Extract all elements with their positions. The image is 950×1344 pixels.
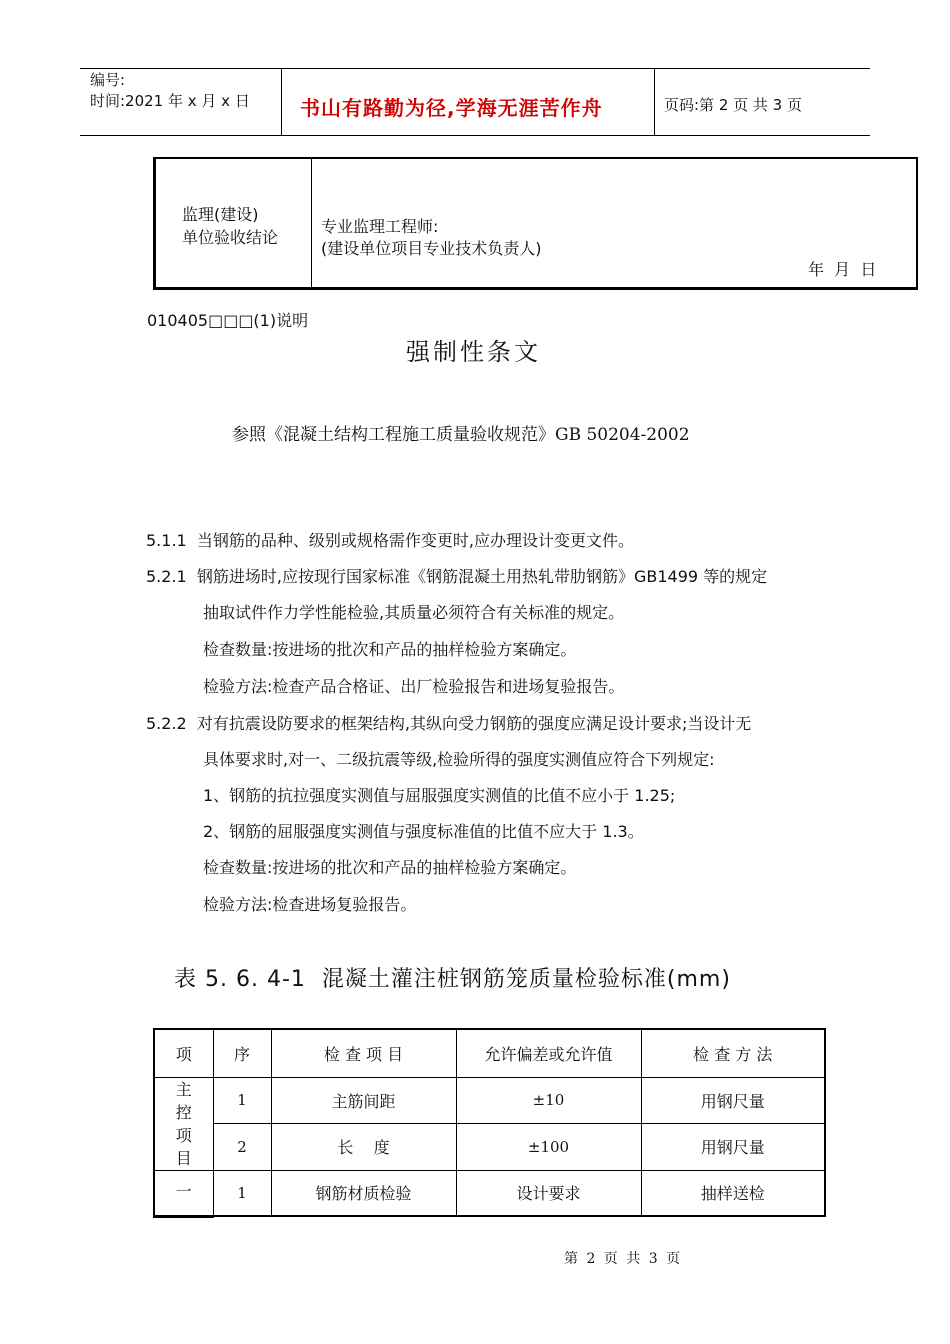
clause-5-2-2-item1: 1、钢筋的抗拉强度实测值与屈服强度实测值的比值不应小于 1.25; xyxy=(203,786,676,805)
document-date: 时间:2021 年 x 月 x 日 xyxy=(90,92,250,110)
acceptance-date-label: 年 月 日 xyxy=(808,260,877,279)
note-code: 010405□□□(1)说明 xyxy=(147,311,309,330)
reference-standard: 参照《混凝土结构工程施工质量验收规范》GB 50204-2002 xyxy=(232,425,690,445)
clause-5-2-1-check-method: 检验方法:检查产品合格证、出厂检验报告和进场复验报告。 xyxy=(203,677,625,696)
main-group-char: 控 xyxy=(175,1102,192,1122)
header-cell-check-item: 检 查 项 目 xyxy=(271,1029,456,1077)
clause-5-2-2-line2: 具体要求时,对一、二级抗震等级,检验所得的强度实测值应符合下列规定: xyxy=(203,750,715,769)
clause-5-2-2-check-method: 检验方法:检查进场复验报告。 xyxy=(203,895,417,914)
acceptance-unit-label-line1: 监理(建设) xyxy=(182,205,259,224)
main-group-char: 目 xyxy=(175,1148,192,1168)
header-cell-item-group: 项 xyxy=(154,1029,213,1077)
header-divider-left xyxy=(281,68,282,136)
header-cell-seq: 序 xyxy=(213,1029,271,1077)
engineer-signature-label: 专业监理工程师: xyxy=(321,217,439,236)
table-row xyxy=(154,1124,825,1171)
row-check-method: 用钢尺量 xyxy=(641,1077,825,1124)
clause-5-2-2-line1: 5.2.2 对有抗震设防要求的框架结构,其纵向受力钢筋的强度应满足设计要求;当设计无 xyxy=(146,714,752,733)
header-bottom-rule xyxy=(80,135,870,136)
row-check-item: 钢筋材质检验 xyxy=(271,1170,456,1216)
row-check-item: 长 度 xyxy=(271,1124,456,1171)
document-title: 强制性条文 xyxy=(406,338,541,366)
clause-5-2-1-check-quantity: 检查数量:按进场的批次和产品的抽样检验方案确定。 xyxy=(203,640,577,659)
acceptance-box xyxy=(153,157,918,290)
header-meta xyxy=(90,70,250,112)
header-cell-check-method: 检 查 方 法 xyxy=(641,1029,825,1077)
row-seq: 2 xyxy=(213,1124,271,1171)
header-cell-tolerance: 允许偏差或允许值 xyxy=(456,1029,641,1077)
clause-5-2-2-check-quantity: 检查数量:按进场的批次和产品的抽样检验方案确定。 xyxy=(203,858,577,877)
clause-5-2-1-line2: 抽取试件作力学性能检验,其质量必须符合有关标准的规定。 xyxy=(203,603,625,622)
acceptance-unit-label-line2: 单位验收结论 xyxy=(182,228,279,247)
table-header-row xyxy=(154,1029,825,1077)
row-tolerance: ±10 xyxy=(456,1077,641,1124)
row-check-method: 抽样送检 xyxy=(641,1170,825,1216)
row-check-item: 主筋间距 xyxy=(271,1077,456,1124)
row-seq: 1 xyxy=(213,1170,271,1216)
owner-signature-label: (建设单位项目专业技术负责人) xyxy=(321,239,542,258)
general-group-cell: 一 xyxy=(154,1170,213,1216)
acceptance-box-divider xyxy=(311,159,312,287)
row-seq: 1 xyxy=(213,1077,271,1124)
header-divider-right xyxy=(654,68,655,136)
clause-5-2-1-line1: 5.2.1 钢筋进场时,应按现行国家标准《钢筋混凝土用热轧带肋钢筋》GB1499 等的规定 xyxy=(146,567,768,586)
main-control-group-cell xyxy=(154,1077,213,1170)
table-row xyxy=(154,1077,825,1124)
header-motto: 书山有路勤为径,学海无涯苦作舟 xyxy=(300,96,603,120)
row-tolerance: 设计要求 xyxy=(456,1170,641,1216)
table-row xyxy=(154,1170,825,1216)
document-number-label: 编号: xyxy=(90,71,126,89)
row-tolerance: ±100 xyxy=(456,1124,641,1171)
page-footer: 第 2 页 共 3 页 xyxy=(564,1251,683,1267)
quality-standard-table xyxy=(153,1028,826,1218)
acceptance-unit-label xyxy=(182,203,278,249)
main-group-char: 主 xyxy=(175,1079,192,1099)
clause-5-2-2-item2: 2、钢筋的屈服强度实测值与强度标准值的比值不应大于 1.3。 xyxy=(203,822,644,841)
table-title: 表 5. 6. 4-1 混凝土灌注桩钢筋笼质量检验标准(mm) xyxy=(174,967,731,992)
header-page-info: 页码:第 2 页 共 3 页 xyxy=(664,96,802,114)
row-check-method: 用钢尺量 xyxy=(641,1124,825,1171)
clause-5-1-1: 5.1.1 当钢筋的品种、级别或规格需作变更时,应办理设计变更文件。 xyxy=(146,531,634,550)
header-top-rule xyxy=(80,68,870,69)
main-group-char: 项 xyxy=(175,1125,192,1145)
